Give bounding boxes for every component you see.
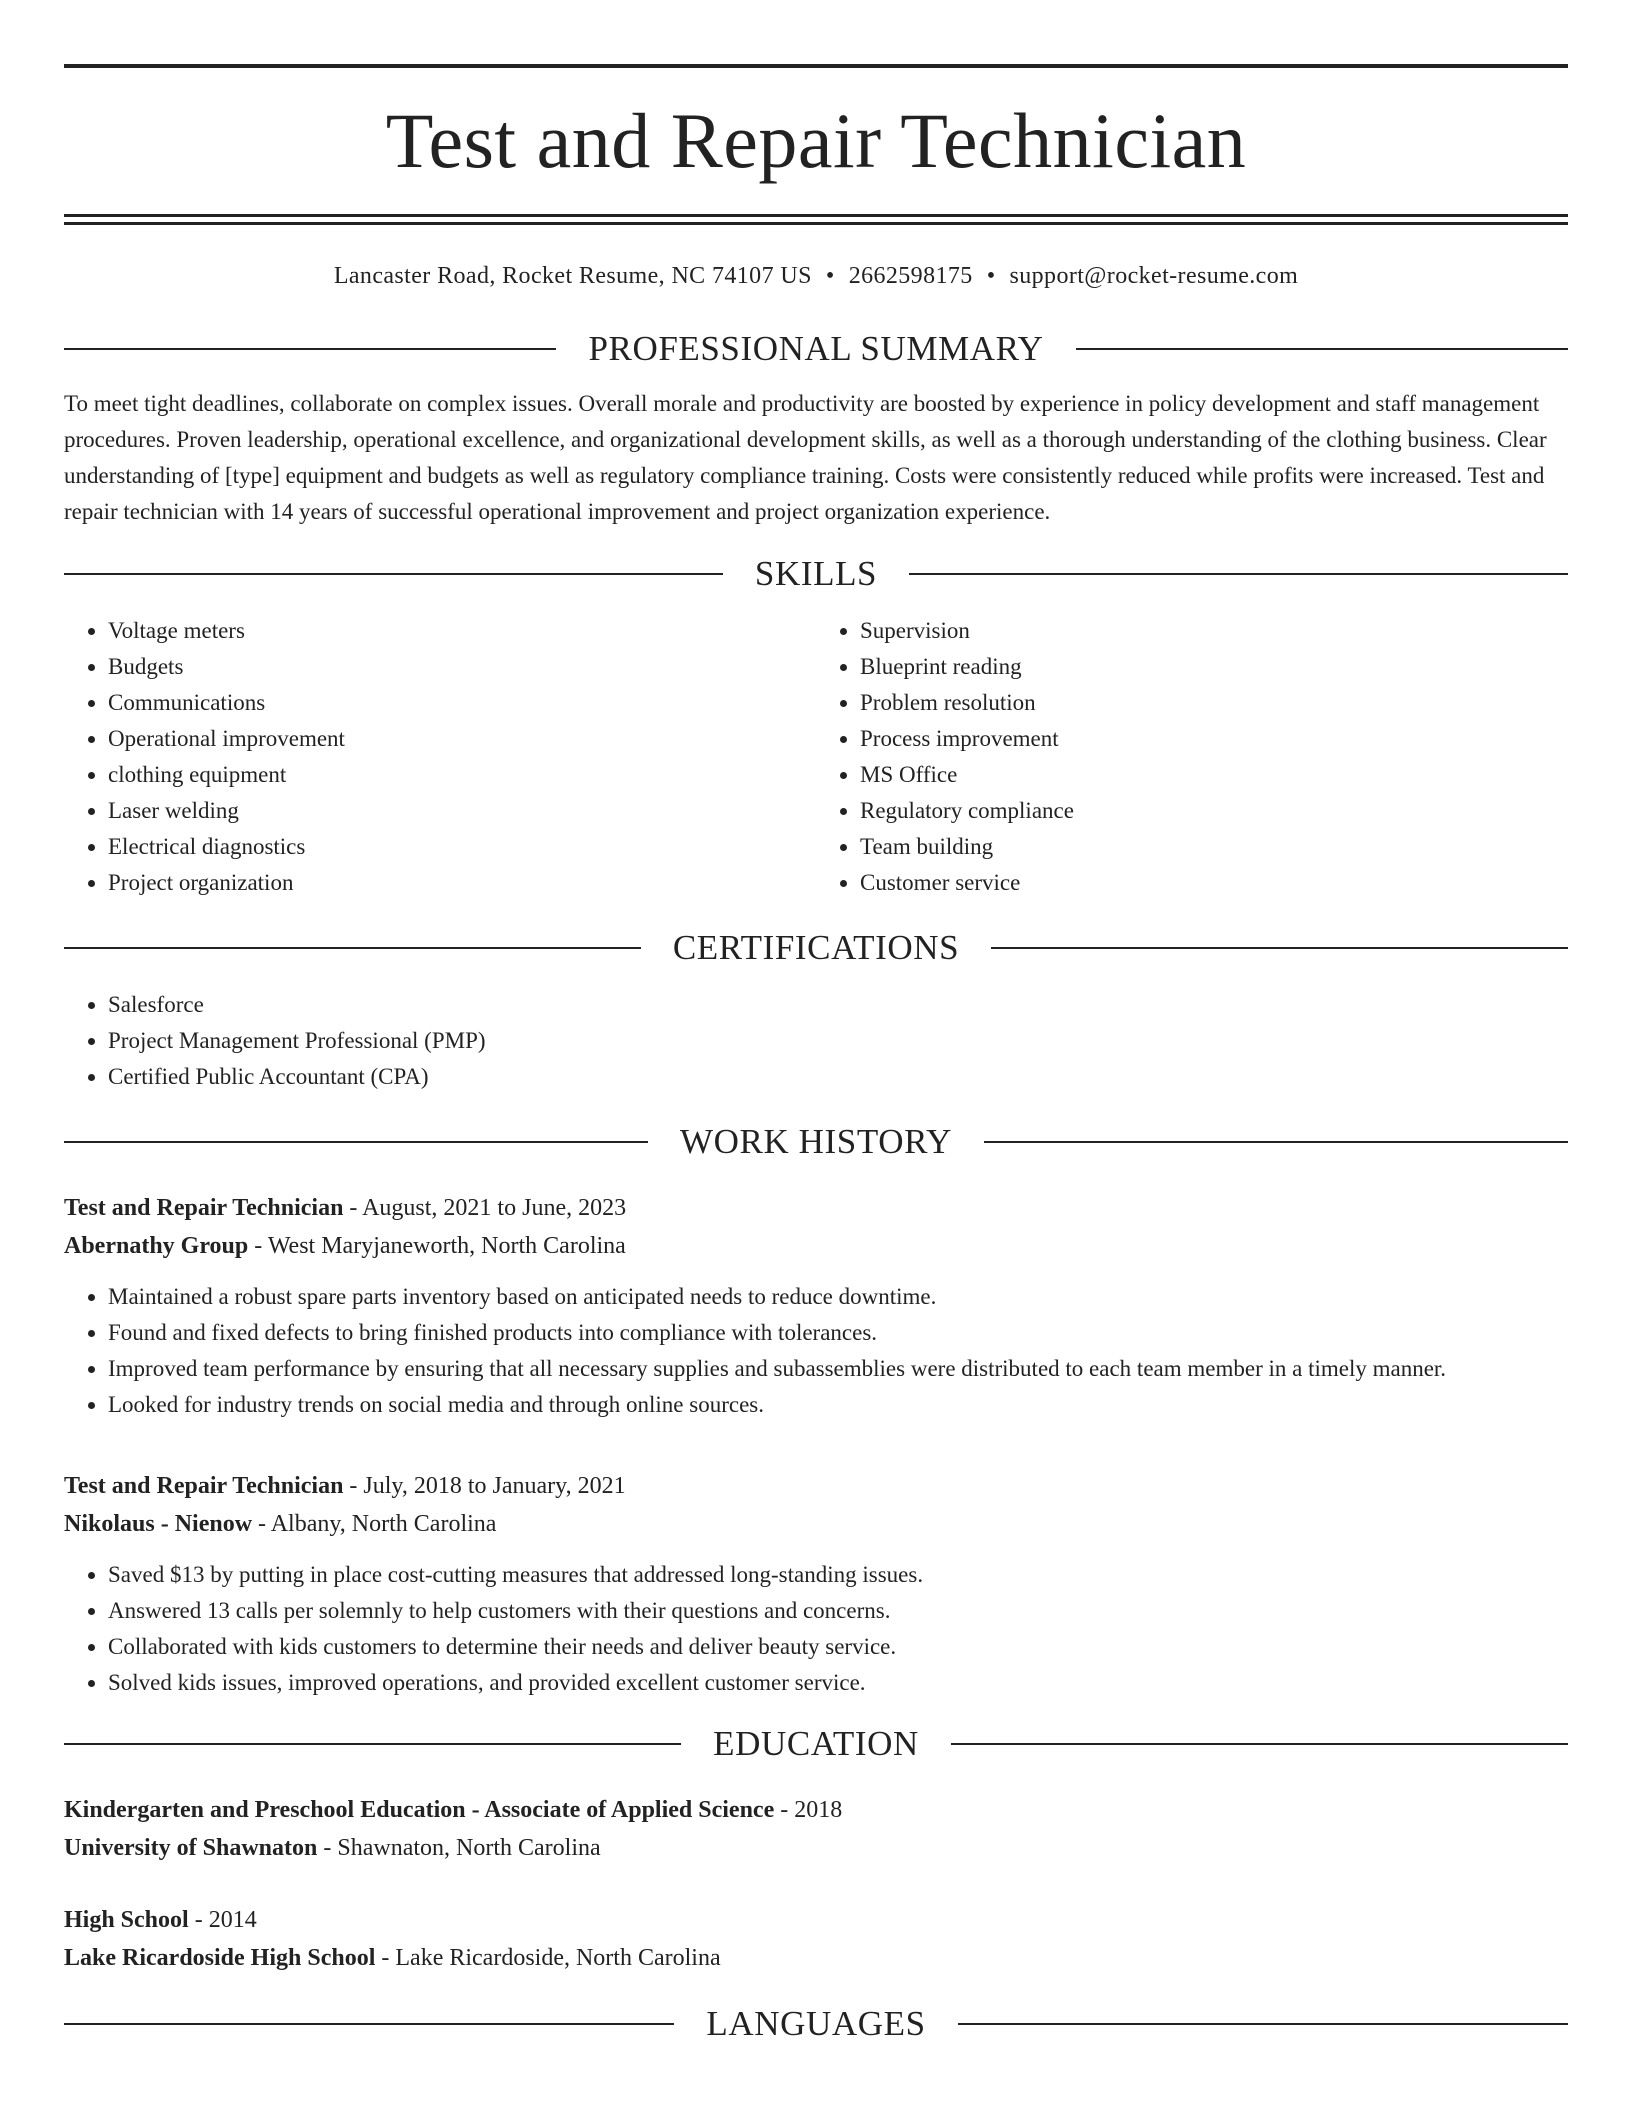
education-location: Lake Ricardoside, North Carolina <box>395 1945 721 1971</box>
skill-item: • Voltage meters <box>108 613 816 649</box>
dash: - <box>774 1797 795 1823</box>
dash: - <box>188 1907 209 1933</box>
job-location: Albany, North Carolina <box>270 1511 497 1537</box>
skill-item: • clothing equipment <box>108 757 816 793</box>
education-school-line <box>64 1829 1568 1867</box>
skill-item: • Electrical diagnostics <box>108 829 816 865</box>
heading-rule-right <box>951 1743 1568 1745</box>
skill-item: • Regulatory compliance <box>860 793 1568 829</box>
education-year: 2018 <box>794 1797 843 1823</box>
education-location: Shawnaton, North Carolina <box>337 1835 601 1861</box>
job-entry <box>64 1467 1568 1701</box>
heading-rule-left <box>64 348 556 350</box>
heading-rule-left <box>64 947 641 949</box>
job-company: Nikolaus - Nienow <box>64 1511 253 1537</box>
skills-columns <box>64 613 1568 901</box>
contact-email: support@rocket-resume.com <box>1009 263 1299 289</box>
section-title: PROFESSIONAL SUMMARY <box>588 329 1044 368</box>
job-bullet: • Looked for industry trends on social media and through online sources. <box>108 1387 1568 1423</box>
skill-item: • MS Office <box>860 757 1568 793</box>
contact-line <box>64 263 1568 290</box>
heading-rule-right <box>984 1141 1568 1143</box>
skill-item: • Communications <box>108 685 816 721</box>
education-school: Lake Ricardoside High School <box>64 1945 376 1971</box>
section-heading-education <box>64 1723 1568 1765</box>
education-entry <box>64 1791 1568 1867</box>
section-heading-summary <box>64 328 1568 370</box>
summary-text: To meet tight deadlines, collaborate on complex issues. Overall morale and productivity are boosted by experience in policy development and staff management procedures. Proven leadership, operational excellence, and organizational development skills, as well as a thorough understanding of the clothing business. Clear understanding of [type] equipment and budgets as well as regulatory compliance training. Costs were consistently reduced while profits were increased. Test and repair technician with 14 years of successful operational improvement and project organization experience. <box>64 391 1547 524</box>
contact-phone: 2662598175 <box>848 263 973 289</box>
job-company-line <box>64 1505 1568 1543</box>
education-degree-line <box>64 1901 1568 1939</box>
job-company: Abernathy Group <box>64 1233 249 1259</box>
contact-separator: • <box>825 263 835 289</box>
education-degree: Kindergarten and Preschool Education - Associate of Applied Science <box>64 1797 775 1823</box>
skills-list-left <box>64 613 816 901</box>
skill-item: • Laser welding <box>108 793 816 829</box>
section-title: SKILLS <box>754 554 878 593</box>
skills-list-right <box>816 613 1568 901</box>
section-heading-languages <box>64 2003 1568 2045</box>
section-title: WORK HISTORY <box>680 1122 952 1161</box>
education-school: University of Shawnaton <box>64 1835 318 1861</box>
job-entry <box>64 1189 1568 1423</box>
job-dates: August, 2021 to June, 2023 <box>362 1195 627 1221</box>
heading-rule-left <box>64 1141 648 1143</box>
heading-rule-right <box>909 573 1568 575</box>
job-bullet: • Saved $13 by putting in place cost-cutting measures that addressed long-standing issues. <box>108 1557 1568 1593</box>
section-heading-skills <box>64 553 1568 595</box>
skill-item: • Project organization <box>108 865 816 901</box>
heading-rule-right <box>1076 348 1568 350</box>
heading-rule-left <box>64 1743 681 1745</box>
skill-item: • Blueprint reading <box>860 649 1568 685</box>
skill-item: • Process improvement <box>860 721 1568 757</box>
job-location: West Maryjaneworth, North Carolina <box>267 1233 626 1259</box>
section-title: LANGUAGES <box>706 2004 926 2043</box>
job-title: Test and Repair Technician <box>64 1195 344 1221</box>
job-bullets <box>64 1279 1568 1423</box>
education-school-line <box>64 1939 1568 1977</box>
top-rule <box>64 64 1568 68</box>
job-bullet: • Found and fixed defects to bring finished products into compliance with tolerances. <box>108 1315 1568 1351</box>
skill-item: • Team building <box>860 829 1568 865</box>
contact-separator: • <box>986 263 996 289</box>
education-year: 2014 <box>208 1907 257 1933</box>
job-title-line <box>64 1467 1568 1505</box>
skill-item: • Operational improvement <box>108 721 816 757</box>
title-double-rule <box>64 214 1568 225</box>
job-dates: July, 2018 to January, 2021 <box>363 1473 626 1499</box>
certifications-list <box>64 987 1568 1095</box>
dash: - <box>375 1945 396 1971</box>
heading-rule-left <box>64 2023 674 2025</box>
heading-rule-left <box>64 573 723 575</box>
job-title-line <box>64 1189 1568 1227</box>
dash: - <box>252 1511 271 1537</box>
heading-rule-right <box>991 947 1568 949</box>
certification-item: • Project Management Professional (PMP) <box>108 1023 1568 1059</box>
job-bullet: • Answered 13 calls per solemnly to help customers with their questions and concerns. <box>108 1593 1568 1629</box>
education-entry <box>64 1901 1568 1977</box>
section-title: EDUCATION <box>713 1724 919 1763</box>
heading-rule-right <box>958 2023 1568 2025</box>
section-heading-work-history <box>64 1121 1568 1163</box>
job-bullet: • Maintained a robust spare parts inventory based on anticipated needs to reduce downtime. <box>108 1279 1568 1315</box>
certification-item: • Salesforce <box>108 987 1568 1023</box>
job-company-line <box>64 1227 1568 1265</box>
job-bullets <box>64 1557 1568 1701</box>
section-title: CERTIFICATIONS <box>672 928 960 967</box>
job-bullet: • Solved kids issues, improved operations, and provided excellent customer service. <box>108 1665 1568 1701</box>
resume-page <box>64 0 1568 2045</box>
job-bullet: • Improved team performance by ensuring that all necessary supplies and subassemblies were distributed to each team member in a timely manner. <box>108 1351 1568 1387</box>
dash: - <box>317 1835 338 1861</box>
dash: - <box>343 1473 364 1499</box>
education-degree: High School <box>64 1907 189 1933</box>
dash: - <box>343 1195 363 1221</box>
certification-item: • Certified Public Accountant (CPA) <box>108 1059 1568 1095</box>
skill-item: • Budgets <box>108 649 816 685</box>
skill-item: • Customer service <box>860 865 1568 901</box>
dash: - <box>248 1233 268 1259</box>
job-title: Test and Repair Technician <box>64 1473 344 1499</box>
resume-title: Test and Repair Technician <box>385 97 1247 184</box>
skill-item: • Problem resolution <box>860 685 1568 721</box>
education-degree-line <box>64 1791 1568 1829</box>
contact-address: Lancaster Road, Rocket Resume, NC 74107 US <box>333 263 812 289</box>
skill-item: • Supervision <box>860 613 1568 649</box>
section-heading-certifications <box>64 927 1568 969</box>
job-bullet: • Collaborated with kids customers to determine their needs and deliver beauty service. <box>108 1629 1568 1665</box>
